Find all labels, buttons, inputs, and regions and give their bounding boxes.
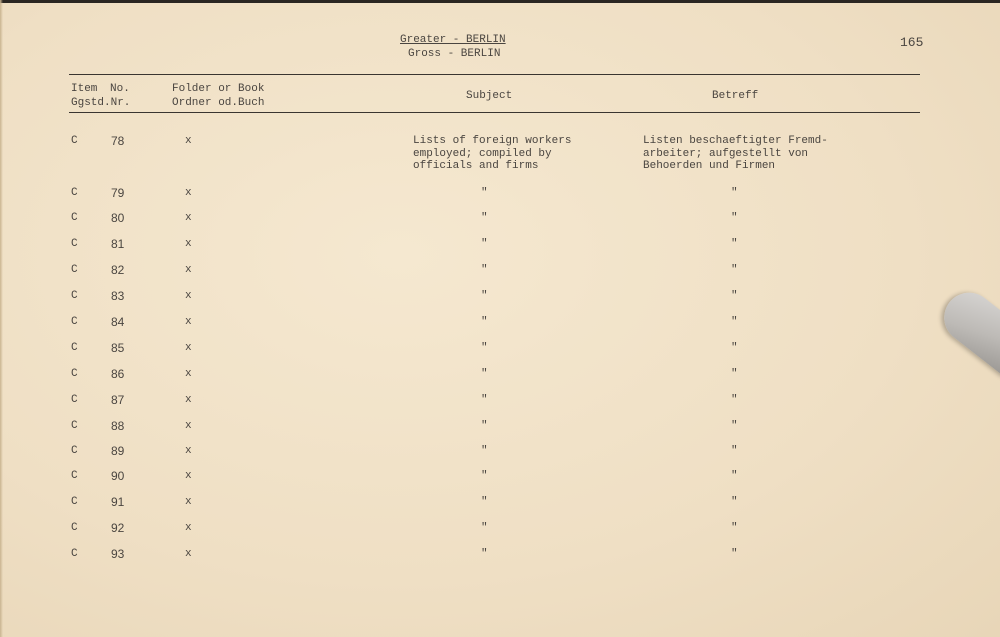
cell-number: 91 [111, 495, 125, 509]
cell-betreff: " [731, 238, 738, 250]
cell-betreff: Listen beschaeftigter Fremd- arbeiter; aufgestellt von Behoerden und Firmen [643, 135, 828, 172]
page-top-edge [0, 0, 1000, 3]
title-english: Greater - BERLIN [400, 34, 506, 46]
column-header-betreff: Betreff [712, 90, 759, 102]
cell-item: C [71, 238, 78, 250]
header-bottom-rule [69, 112, 920, 113]
column-header-folder: Folder or Book [172, 83, 265, 95]
cell-item: C [71, 187, 78, 199]
cell-item: C [71, 290, 78, 302]
cell-number: 85 [111, 341, 125, 355]
cell-item: C [71, 342, 78, 354]
cell-item: C [71, 316, 78, 328]
cell-number: 90 [111, 469, 125, 483]
column-header-no: No. [110, 83, 130, 95]
cell-subject: " [481, 522, 488, 534]
cell-number: 81 [111, 237, 125, 251]
cell-folder-mark: x [185, 342, 192, 354]
cell-folder-mark: x [185, 445, 192, 457]
cell-folder-mark: x [185, 496, 192, 508]
cell-folder-mark: x [185, 290, 192, 302]
column-header-folder-de: Ordner od.Buch [172, 97, 265, 109]
cell-item: C [71, 548, 78, 560]
cell-item: C [71, 470, 78, 482]
cell-betreff: " [731, 368, 738, 380]
cell-betreff: " [731, 290, 738, 302]
cell-betreff: " [731, 470, 738, 482]
column-header-subject: Subject [466, 90, 513, 102]
cell-betreff: " [731, 187, 738, 199]
cell-item: C [71, 496, 78, 508]
page-number: 165 [900, 35, 924, 50]
cell-folder-mark: x [185, 394, 192, 406]
cell-item: C [71, 445, 78, 457]
cell-subject: " [481, 470, 488, 482]
cell-folder-mark: x [185, 264, 192, 276]
cell-number: 87 [111, 393, 125, 407]
cell-folder-mark: x [185, 548, 192, 560]
cell-number: 83 [111, 289, 125, 303]
cell-folder-mark: x [185, 522, 192, 534]
cell-number: 93 [111, 547, 125, 561]
cell-item: C [71, 264, 78, 276]
cell-number: 88 [111, 419, 125, 433]
cell-number: 80 [111, 211, 125, 225]
cell-item: C [71, 368, 78, 380]
cell-number: 78 [111, 134, 125, 148]
cell-item: C [71, 522, 78, 534]
scanner-thumb-shadow [934, 283, 1000, 378]
cell-folder-mark: x [185, 135, 192, 147]
cell-number: 82 [111, 263, 125, 277]
cell-number: 84 [111, 315, 125, 329]
cell-subject: " [481, 264, 488, 276]
cell-subject: " [481, 445, 488, 457]
cell-betreff: " [731, 548, 738, 560]
cell-betreff: " [731, 212, 738, 224]
header-top-rule [69, 74, 920, 75]
cell-folder-mark: x [185, 187, 192, 199]
cell-subject: " [481, 290, 488, 302]
cell-number: 86 [111, 367, 125, 381]
cell-betreff: " [731, 496, 738, 508]
cell-item: C [71, 212, 78, 224]
cell-number: 89 [111, 444, 125, 458]
cell-folder-mark: x [185, 212, 192, 224]
cell-folder-mark: x [185, 420, 192, 432]
cell-subject: " [481, 212, 488, 224]
cell-betreff: " [731, 420, 738, 432]
cell-folder-mark: x [185, 316, 192, 328]
page-left-edge [0, 0, 3, 637]
column-header-item: Item [71, 83, 98, 95]
cell-betreff: " [731, 342, 738, 354]
cell-subject: Lists of foreign workers employed; compiled by officials and firms [413, 135, 572, 172]
cell-subject: " [481, 187, 488, 199]
cell-betreff: " [731, 316, 738, 328]
cell-betreff: " [731, 264, 738, 276]
cell-folder-mark: x [185, 470, 192, 482]
cell-number: 92 [111, 521, 125, 535]
cell-folder-mark: x [185, 368, 192, 380]
cell-subject: " [481, 394, 488, 406]
cell-number: 79 [111, 186, 125, 200]
cell-item: C [71, 135, 78, 147]
cell-subject: " [481, 342, 488, 354]
cell-betreff: " [731, 445, 738, 457]
column-header-item-de: Ggstd.Nr. [71, 97, 131, 109]
cell-subject: " [481, 420, 488, 432]
cell-subject: " [481, 238, 488, 250]
cell-betreff: " [731, 522, 738, 534]
cell-subject: " [481, 368, 488, 380]
cell-subject: " [481, 548, 488, 560]
cell-item: C [71, 394, 78, 406]
cell-folder-mark: x [185, 238, 192, 250]
title-german: Gross - BERLIN [408, 48, 501, 60]
cell-subject: " [481, 316, 488, 328]
cell-item: C [71, 420, 78, 432]
cell-subject: " [481, 496, 488, 508]
cell-betreff: " [731, 394, 738, 406]
